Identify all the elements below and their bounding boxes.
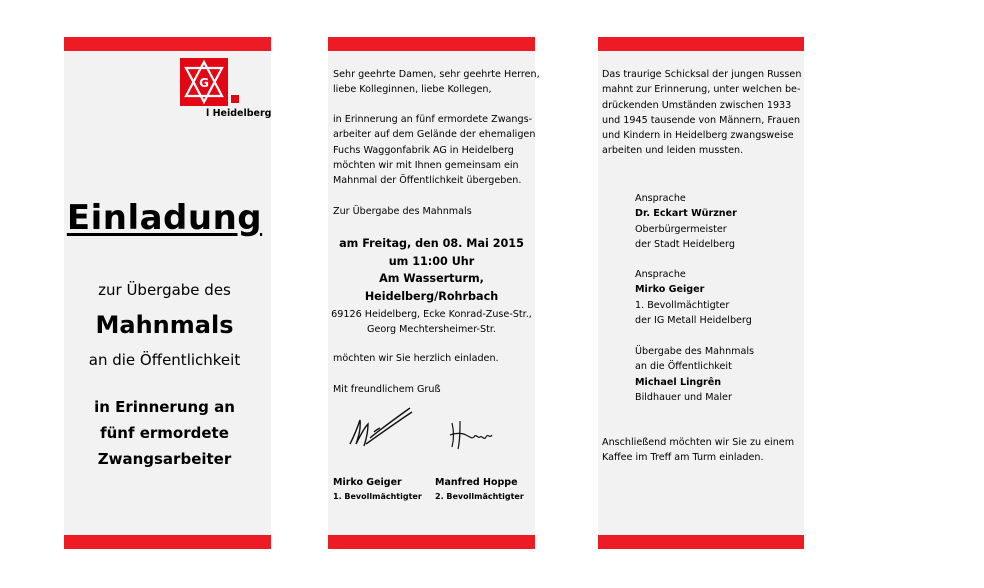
memorial-text [64,394,265,472]
greeting-line: Sehr geehrte Damen, sehr geehrte Herren, [333,69,540,80]
item-type: Übergabe des Mahnmals [635,346,755,357]
item-type: Ansprache [635,193,686,204]
item-detail: Bildhauer und Maler [635,391,732,403]
handover-label: Zur Übergabe des Mahnmals [333,206,472,217]
item-type: Ansprache [635,269,686,280]
event-city: Heidelberg/Rohrbach [364,290,499,303]
signatory-name: Manfred Hoppe [435,477,518,488]
greeting [333,67,540,98]
paragraph-line: mahnt zur Erinnerung, unter welchen be- [602,84,801,96]
bottom-red-bar [328,535,535,549]
program-item [635,267,752,328]
paragraph-line: arbeiter auf dem Gelände der ehemaligen [333,129,536,141]
page-title: Einladung [66,198,263,238]
program-item [635,191,737,252]
paragraph-line: Fuchs Waggonfabrik AG in Heidelberg [333,144,514,156]
letter-panel [328,37,540,549]
logo-mark-dot [231,95,239,103]
program-closing [602,435,794,466]
subtitle-line-3: an die Öffentlichkeit [88,351,241,369]
item-detail: 1. Bevollmächtigter [635,299,730,311]
subtitle-line-1: zur Übergabe des [98,281,231,299]
signatory-name: Mirko Geiger [333,477,402,488]
program-intro [602,67,801,159]
paragraph-line: Das traurige Schicksal der jungen Russen [602,69,802,80]
event-date: am Freitag, den 08. Mai 2015 [339,237,524,250]
program-item [635,344,754,405]
paragraph-line: und Kindern in Heidelberg zwangsweise [602,130,794,142]
top-red-bar [598,37,804,51]
event-address-2: Georg Mechtersheimer-Str. [367,324,496,335]
paragraph-line: Mahnmal der Öffentlichkeit übergeben. [333,175,522,187]
greeting-line: liebe Kolleginnen, liebe Kollegen, [333,84,492,96]
intro-paragraph [333,112,535,188]
bottom-red-bar [64,535,271,549]
paragraph-line: in Erinnerung an fünf ermordete Zwangs- [333,114,533,125]
memorial-line: in Erinnerung an [94,398,235,416]
top-red-bar [64,37,271,51]
program-panel [598,37,804,549]
cover-panel [64,37,271,549]
event-time: um 11:00 Uhr [388,255,475,268]
signatory-role: 1. Bevollmächtigter [333,492,422,501]
signature-hoppe [446,417,496,453]
item-type: an die Öffentlichkeit [635,361,732,373]
paragraph-line: möchten wir mit Ihnen gemeinsam ein [333,159,519,171]
paragraph-line: und 1945 tausende von Männern, Frauen [602,114,801,126]
paragraph-line: drückenden Umständen zwischen 1933 [602,99,792,111]
item-name: Dr. Eckart Würzner [635,208,737,220]
memorial-line: Zwangsarbeiter [97,450,232,468]
item-name: Michael Lingrên [635,376,722,388]
svg-text:G: G [199,76,209,90]
item-name: Mirko Geiger [635,284,705,296]
memorial-line: fünf ermordete [100,424,229,442]
signatory-role: 2. Bevollmächtigter [435,492,524,501]
paragraph-line: Kaffee im Treff am Turm einladen. [602,452,764,464]
signature-geiger [346,402,416,450]
paragraph-line: Anschließend möchten wir Sie zu einem [602,437,795,448]
invite-line: möchten wir Sie herzlich einladen. [333,353,499,364]
top-red-bar [328,37,535,51]
event-address-1: 69126 Heidelberg, Ecke Konrad-Zuse-Str., [331,309,532,320]
paragraph-line: arbeiten und leiden mussten. [602,145,744,157]
bottom-red-bar [598,535,804,549]
item-detail: Oberbürgermeister [635,223,727,235]
logo-city-label: l Heidelberg [206,108,272,119]
event-place: Am Wasserturm, [379,272,484,285]
ig-metall-logo [180,58,228,106]
closing: Mit freundlichem Gruß [333,384,441,395]
item-detail: der Stadt Heidelberg [635,238,735,250]
item-detail: der IG Metall Heidelberg [635,314,752,326]
subtitle-line-2: Mahnmals [95,311,234,339]
